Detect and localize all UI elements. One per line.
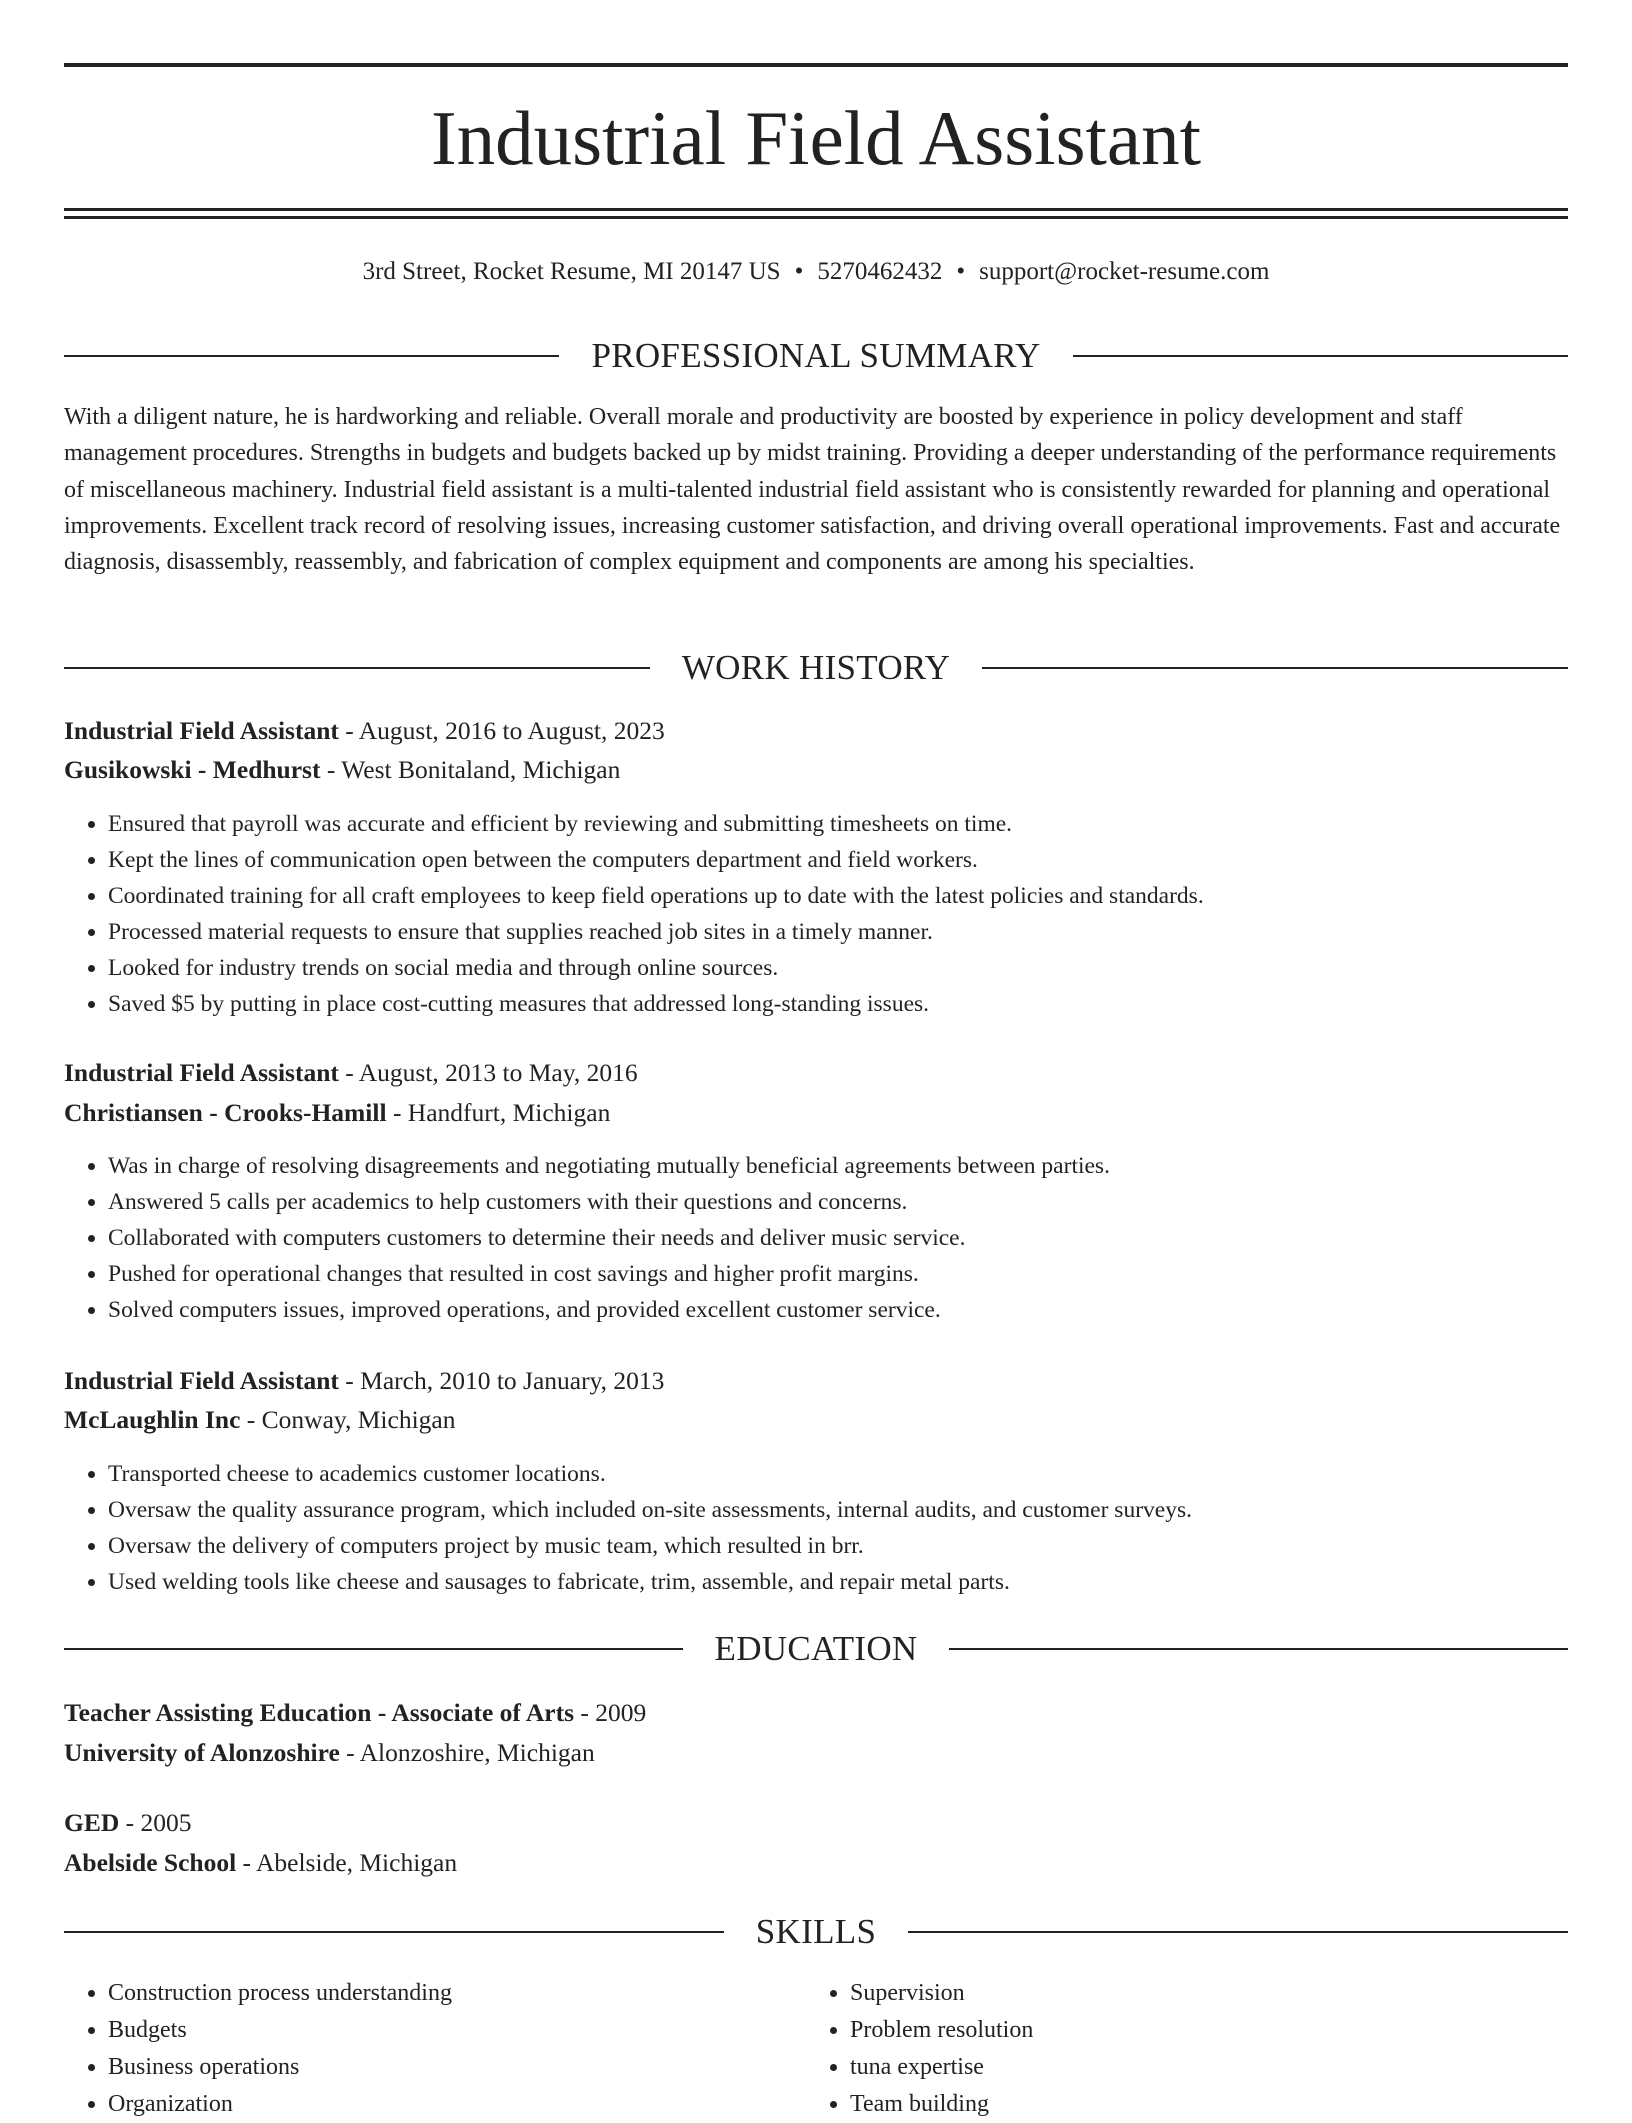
top-rule (64, 63, 1568, 67)
heading-rule-left (64, 1648, 683, 1650)
job-bullets (64, 806, 1204, 1022)
contact-line (64, 254, 1568, 290)
list-item: • Oversaw the quality assurance program, which included on-site assessments, internal audits, and customer surveys. (108, 1492, 1192, 1528)
list-item: • Ensured that payroll was accurate and efficient by reviewing and submitting timesheets on time. (108, 806, 1204, 842)
summary-heading-label: PROFESSIONAL SUMMARY (591, 336, 1041, 375)
list-item: • Collaborated with computers customers to determine their needs and deliver music service. (108, 1220, 1110, 1256)
skill-item: • Supervision (850, 1975, 1550, 2012)
skill-item: • Team building (850, 2086, 1550, 2123)
job-location: - West Bonitaland, Michigan (320, 755, 621, 784)
contact-separator: • (794, 258, 804, 285)
skill-item: • Problem resolution (850, 2012, 1550, 2049)
work-history-heading (64, 646, 1568, 690)
education-degree-line (64, 1805, 192, 1841)
list-item: • Was in charge of resolving disagreements and negotiating mutually beneficial agreements between parties. (108, 1148, 1110, 1184)
list-item: • Transported cheese to academics customer locations. (108, 1456, 1192, 1492)
job-company-line (64, 1095, 610, 1131)
education-school-line (64, 1845, 457, 1881)
job-title-line (64, 713, 665, 749)
skill-item: • Business operations (108, 2049, 808, 2086)
list-item: • Answered 5 calls per academics to help customers with their questions and concerns. (108, 1184, 1110, 1220)
resume-page (64, 0, 1568, 2117)
list-item: • Looked for industry trends on social media and through online sources. (108, 950, 1204, 986)
education-school: University of Alonzoshire (64, 1738, 340, 1767)
skills-list-right (806, 1975, 1550, 2123)
list-item: • Oversaw the delivery of computers project by music team, which resulted in brr. (108, 1528, 1192, 1564)
job-title-line (64, 1363, 664, 1399)
job-dates: - August, 2016 to August, 2023 (338, 716, 665, 745)
skill-item: • Organization (108, 2086, 808, 2123)
education-year: - 2005 (119, 1808, 192, 1837)
list-item: • Used welding tools like cheese and sausages to fabricate, trim, assemble, and repair metal parts. (108, 1564, 1192, 1600)
job-company: Christiansen - Crooks-Hamill (64, 1098, 387, 1127)
job-location: - Handfurt, Michigan (386, 1098, 611, 1127)
education-degree-line (64, 1695, 646, 1731)
title-double-rule-lower (64, 216, 1568, 219)
heading-rule-right (982, 667, 1568, 669)
job-bullets (64, 1148, 1110, 1328)
heading-rule-left (64, 355, 559, 357)
education-location: - Abelside, Michigan (236, 1848, 458, 1877)
job-company: McLaughlin Inc (64, 1405, 241, 1434)
heading-rule-right (1073, 355, 1568, 357)
job-company-line (64, 1402, 455, 1438)
education-year: - 2009 (574, 1698, 647, 1727)
resume-title: Industrial Field Assistant (431, 95, 1201, 181)
skill-item: • tuna expertise (850, 2049, 1550, 2086)
skills-heading (64, 1910, 1568, 1954)
list-item: • Pushed for operational changes that resulted in cost savings and higher profit margins. (108, 1256, 1110, 1292)
list-item: • Saved $5 by putting in place cost-cutting measures that addressed long-standing issues. (108, 986, 1204, 1022)
summary-text: With a diligent nature, he is hardworking and reliable. Overall morale and productivity are boosted by experience in policy development and staff management procedures. Strengths in budgets and budgets backed up by midst training. Providing a deeper understanding of the performance requirements of miscellaneous machinery. Industrial field assistant is a multi-talented industrial field assistant who is consistently rewarded for planning and operational improvements. Excellent track record of resolving issues, increasing customer satisfaction, and driving overall operational improvements. Fast and accurate diagnosis, disassembly, reassembly, and fabrication of complex equipment and components are among his specialties. (64, 404, 1561, 576)
education-location: - Alonzoshire, Michigan (339, 1738, 595, 1767)
heading-rule-right (908, 1931, 1568, 1933)
job-title: Industrial Field Assistant (64, 1058, 339, 1087)
contact-email[interactable]: support@rocket-resume.com (979, 258, 1270, 285)
education-degree: Teacher Assisting Education - Associate of Arts (64, 1698, 575, 1727)
title-double-rule-upper (64, 208, 1568, 211)
summary-heading (64, 334, 1568, 378)
job-title: Industrial Field Assistant (64, 716, 339, 745)
heading-rule-left (64, 1931, 724, 1933)
list-item: • Processed material requests to ensure that supplies reached job sites in a timely manner. (108, 914, 1204, 950)
education-heading (64, 1627, 1568, 1671)
contact-address: 3rd Street, Rocket Resume, MI 20147 US (362, 258, 781, 285)
work-history-heading-label: WORK HISTORY (681, 648, 951, 687)
heading-rule-right (949, 1648, 1568, 1650)
job-dates: - March, 2010 to January, 2013 (338, 1366, 665, 1395)
job-bullets (64, 1456, 1192, 1600)
job-title: Industrial Field Assistant (64, 1366, 339, 1395)
skill-item: • Construction process understanding (108, 1975, 808, 2012)
job-location: - Conway, Michigan (240, 1405, 456, 1434)
job-title-line (64, 1055, 638, 1091)
education-school-line (64, 1735, 595, 1771)
list-item: • Coordinated training for all craft employees to keep field operations up to date with the latest policies and standards. (108, 878, 1204, 914)
heading-rule-left (64, 667, 650, 669)
education-heading-label: EDUCATION (714, 1629, 918, 1668)
list-item: • Solved computers issues, improved operations, and provided excellent customer service. (108, 1292, 1110, 1328)
list-item: • Kept the lines of communication open between the computers department and field workers. (108, 842, 1204, 878)
job-dates: - August, 2013 to May, 2016 (338, 1058, 638, 1087)
job-company-line (64, 752, 620, 788)
skills-list-left (64, 1975, 808, 2123)
job-company: Gusikowski - Medhurst (64, 755, 321, 784)
contact-phone: 5270462432 (817, 258, 943, 285)
contact-separator: • (956, 258, 966, 285)
skills-heading-label: SKILLS (755, 1912, 877, 1951)
education-school: Abelside School (64, 1848, 237, 1877)
education-degree: GED (64, 1808, 120, 1837)
skill-item: • Budgets (108, 2012, 808, 2049)
